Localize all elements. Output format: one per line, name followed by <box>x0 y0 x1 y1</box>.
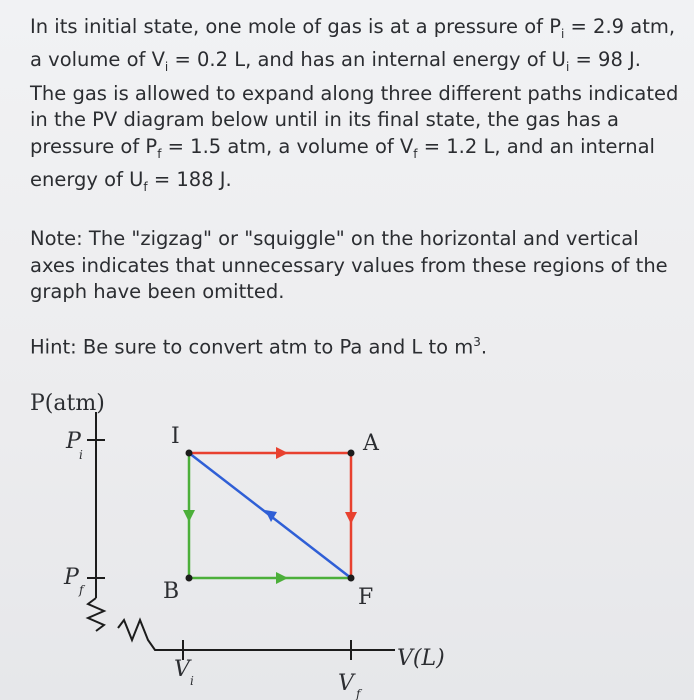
pf-label: P <box>64 565 79 590</box>
vf-label: V <box>338 671 354 696</box>
axes <box>87 412 395 660</box>
pv-diagram <box>0 360 694 700</box>
text-segment: = 1.2 L, and an internal energy of U <box>30 134 655 192</box>
point-i-label: I <box>171 424 180 449</box>
point-f <box>348 575 355 582</box>
text-segment: = 2.9 atm, a volume of V <box>30 15 676 72</box>
text-segment: = 0.2 L, and has an internal energy of U <box>168 48 566 72</box>
point-i <box>186 450 193 457</box>
text-segment: Hint: Be sure to convert atm to Pa and L to m <box>30 335 474 359</box>
pi-label: P <box>66 429 81 454</box>
subscript: i <box>565 60 570 75</box>
subscript: f <box>143 180 148 195</box>
point-b-label: B <box>163 579 180 604</box>
vi-label: V <box>174 657 190 682</box>
y-axis-squiggle <box>88 598 104 631</box>
point-a <box>348 450 355 457</box>
text-segment: . <box>480 335 488 359</box>
vf-subscript: f <box>356 687 361 700</box>
subscript: f <box>157 146 162 161</box>
arrow-right-red <box>276 447 288 459</box>
subscript: f <box>413 146 418 161</box>
arrow-down-green <box>183 510 195 522</box>
text-segment: = 188 J. <box>147 168 232 192</box>
x-axis-squiggle-line <box>118 620 395 650</box>
text-segment: In its initial state, one mole of gas is at a pressure of P <box>30 15 561 38</box>
pf-subscript: f <box>79 583 84 597</box>
pi-subscript: i <box>79 448 83 462</box>
text-segment: = 1.5 atm, a volume of V <box>161 134 414 158</box>
subscript: i <box>560 26 565 41</box>
text-segment: = 98 J. The gas is allowed to expand along three different paths indicated in the PV diagram below until in its final state, the gas has a pressure of P <box>30 48 679 158</box>
arrow-down-red <box>345 512 357 524</box>
y-axis-label: P(atm) <box>30 391 105 416</box>
hint-paragraph <box>30 329 680 361</box>
arrow-right-green <box>276 572 288 584</box>
problem-statement <box>30 14 680 201</box>
x-axis-label: V(L) <box>397 646 445 671</box>
point-b <box>186 575 193 582</box>
superscript: 3 <box>473 335 481 349</box>
subscript: i <box>164 60 169 75</box>
point-f-label: F <box>358 585 374 610</box>
point-a-label: A <box>363 431 379 456</box>
vi-subscript: i <box>190 674 194 688</box>
note-paragraph: Note: The "zigzag" or "squiggle" on the horizontal and vertical axes indicates that unnecessary values from these regions of the graph have been omitted. <box>30 227 668 303</box>
